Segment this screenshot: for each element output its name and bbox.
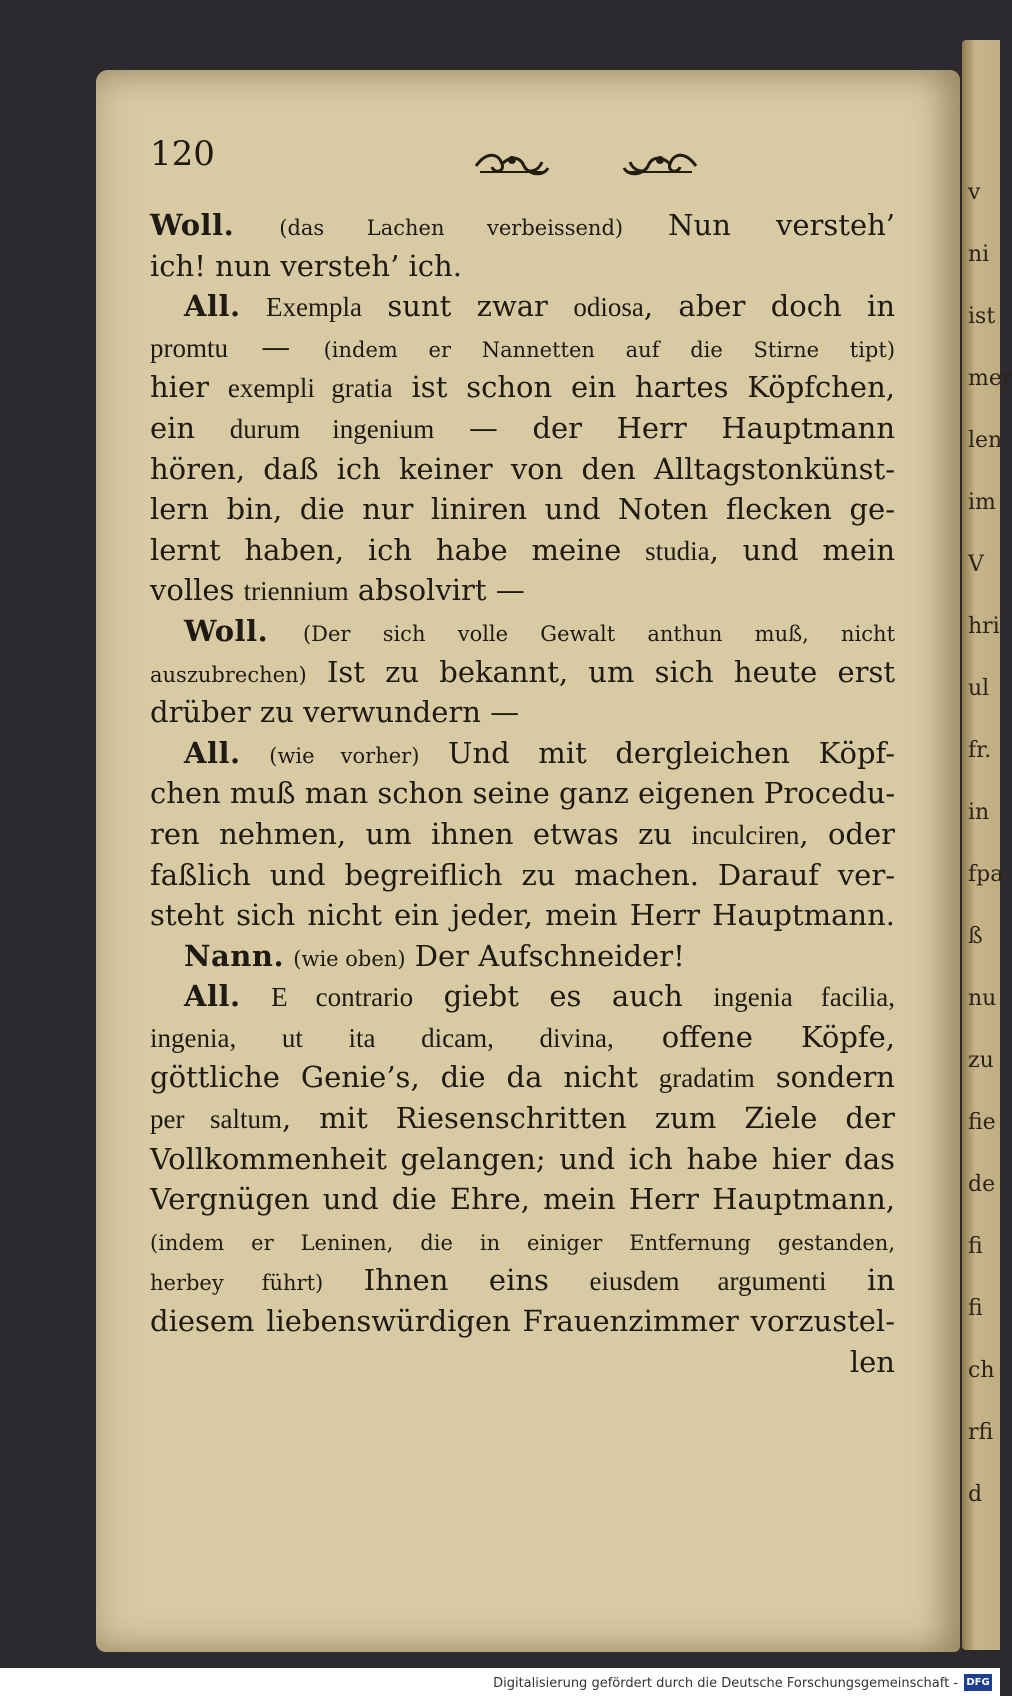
facing-page-fragment: fi (968, 1296, 983, 1321)
text-line (150, 1301, 895, 1342)
facing-page-fragment: fpa (968, 862, 1004, 887)
text-line (150, 733, 895, 774)
text-segment: volles (150, 573, 244, 608)
text-line (150, 570, 895, 611)
text-line (150, 1260, 895, 1301)
facing-page-fragment: im (968, 490, 996, 515)
text-line (150, 773, 895, 814)
facing-page-fragment: fi (968, 1234, 983, 1259)
text-line (150, 1139, 895, 1180)
stage-direction: (das Lachen verbeissend) (279, 216, 624, 240)
text-segment: hier (150, 370, 228, 405)
text-line (150, 936, 895, 977)
text-line (150, 327, 895, 368)
stage-direction: (wie oben) (293, 946, 406, 971)
page-number: 120 (150, 134, 215, 174)
facing-page-fragment: d (968, 1482, 983, 1507)
facing-page-fragment: nu (968, 986, 997, 1011)
text-segment: ein (150, 410, 230, 445)
text-segment: triennium (243, 576, 349, 607)
facing-page-edge (962, 40, 1012, 1650)
right-ornament-icon (620, 142, 700, 182)
text-segment (284, 939, 293, 973)
stage-direction: (wie vorher) (269, 743, 420, 768)
facing-page-fragment: rfi (968, 1420, 994, 1445)
text-segment (234, 208, 279, 242)
speaker-name: Woll. (184, 613, 269, 648)
text-segment: Und mit dergleichen Köpf- (419, 735, 896, 770)
text-line (150, 408, 895, 449)
text-segment: chen muß man schon seine ganz eigenen Procedu- (150, 776, 896, 811)
left-ornament-icon (472, 142, 552, 182)
text-segment: göttliche Genie’s, die da nicht (150, 1060, 659, 1095)
text-segment: drüber zu verwundern — (150, 695, 520, 730)
text-line (150, 1179, 895, 1220)
text-segment: eiusdem argumenti (589, 1266, 827, 1297)
facing-page-fragment: fie (968, 1110, 996, 1135)
facing-page-fragment: hri (968, 614, 1000, 639)
text-line (150, 449, 895, 490)
facing-page-fragment: len (968, 428, 1003, 453)
text-line (150, 286, 895, 327)
text-line (150, 652, 895, 693)
text-segment: ich! nun versteh’ ich. (150, 248, 462, 283)
text-segment: per saltum (150, 1104, 283, 1135)
speaker-name: All. (184, 979, 241, 1014)
dfg-logo: DFG (964, 1674, 992, 1691)
facing-page-fragment: ist (968, 304, 996, 329)
text-segment: E contrario (271, 982, 414, 1013)
footer-credit: Digitalisierung gefördert durch die Deutsche Forschungsgemeinschaft - (493, 1676, 958, 1691)
text-segment: durum ingenium (229, 413, 435, 444)
text-segment: — der Herr Hauptmann (434, 410, 895, 445)
facing-page-fragment: in (968, 800, 990, 825)
text-segment: offene Köpfe, (613, 1019, 895, 1054)
text-segment (241, 289, 266, 323)
text-segment: studia (645, 535, 710, 566)
text-line (150, 1342, 895, 1383)
text-segment: exempli gratia (227, 373, 393, 404)
text-line (150, 205, 895, 246)
text-segment: — (228, 329, 324, 364)
text-segment: in (826, 1263, 895, 1298)
text-segment: faßlich und begreiflich zu machen. Darauf ver- (150, 857, 895, 892)
text-segment: lernt haben, ich habe meine (150, 532, 646, 567)
text-segment: giebt es auch (413, 979, 714, 1014)
text-line (150, 1220, 895, 1261)
text-line (150, 1057, 895, 1098)
text-segment: hören, daß ich keiner von den Alltagstonkünst- (150, 451, 895, 486)
text-segment: sondern (754, 1060, 895, 1095)
text-line (150, 367, 895, 408)
text-segment: gradatim (658, 1063, 755, 1094)
speaker-name: Nann. (184, 938, 285, 973)
text-segment: ingenia, ut ita dicam, divina, (150, 1022, 614, 1053)
text-line (150, 976, 895, 1017)
text-segment: odiosa (573, 292, 644, 323)
text-line (150, 692, 895, 733)
text-segment: , aber doch in (643, 289, 895, 324)
text-segment: inculciren (691, 819, 800, 850)
facing-page-fragment: ch (968, 1358, 995, 1383)
facing-page-fragment: de (968, 1172, 996, 1197)
text-line (150, 530, 895, 571)
text-line (150, 246, 895, 287)
stage-direction: auszubrechen) (150, 662, 307, 687)
facing-page-fragment: v (968, 180, 981, 205)
text-segment (241, 979, 272, 1013)
text-segment: Vergnügen und die Ehre, mein Herr Hauptmann, (150, 1182, 895, 1217)
text-segment: diesem liebenswürdigen Frauenzimmer vorzustel- (150, 1304, 895, 1339)
stage-direction: (Der sich volle Gewalt anthun muß, nicht (302, 621, 896, 646)
facing-page-fragment: zu (968, 1048, 994, 1073)
facing-page-fragment: ß (968, 924, 983, 949)
text-segment: , oder (799, 816, 895, 851)
facing-page-fragment: mer (968, 366, 1012, 391)
facing-page-fragment: ul (968, 676, 990, 701)
text-segment: , und mein (709, 532, 896, 567)
text-segment: ren nehmen, um ihnen etwas zu (150, 816, 692, 851)
text-line (150, 611, 895, 652)
speaker-name: All. (184, 289, 241, 324)
text-segment: Exempla (266, 292, 362, 323)
text-segment: steht sich nicht ein jeder, mein Herr Hauptmann. (150, 898, 895, 933)
body-text (150, 205, 895, 1382)
speaker-name: Woll. (150, 208, 235, 242)
text-segment: Ist zu bekannt, um sich heute erst (306, 654, 895, 689)
text-segment: Nun versteh’ (623, 208, 895, 242)
facing-page-fragment: V (968, 552, 984, 577)
text-segment: len (849, 1344, 895, 1379)
text-segment: promtu (150, 332, 228, 363)
text-line (150, 855, 895, 896)
text-segment: absolvirt — (348, 573, 525, 608)
text-line (150, 1098, 895, 1139)
stage-direction: (indem er Leninen, die in einiger Entfernung gestanden, (150, 1230, 895, 1255)
facing-page-fragment: ni (968, 242, 990, 267)
text-segment: ingenia facilia, (713, 982, 895, 1013)
stage-direction: herbey führt) (150, 1271, 324, 1296)
text-segment: Vollkommenheit gelangen; und ich habe hier das (150, 1141, 895, 1176)
text-line (150, 895, 895, 936)
text-line (150, 814, 895, 855)
speaker-name: All. (184, 735, 241, 770)
facing-page-fragment: fr. (968, 738, 992, 763)
text-segment: , mit Riesenschritten zum Ziele der (282, 1101, 895, 1136)
text-line (150, 1017, 895, 1058)
text-segment: sunt zwar (362, 289, 574, 324)
text-segment: Ihnen eins (323, 1263, 590, 1298)
stage-direction: (indem er Nannetten auf die Stirne tipt) (323, 337, 896, 362)
text-segment: Der Aufschneider! (405, 938, 685, 973)
text-segment: lern bin, die nur liniren und Noten flecken ge- (150, 492, 895, 527)
text-segment: ist schon ein hartes Köpfchen, (392, 370, 895, 405)
text-segment (268, 614, 303, 648)
footer-bar (0, 1668, 1000, 1696)
text-segment (241, 736, 270, 770)
text-line (150, 489, 895, 530)
